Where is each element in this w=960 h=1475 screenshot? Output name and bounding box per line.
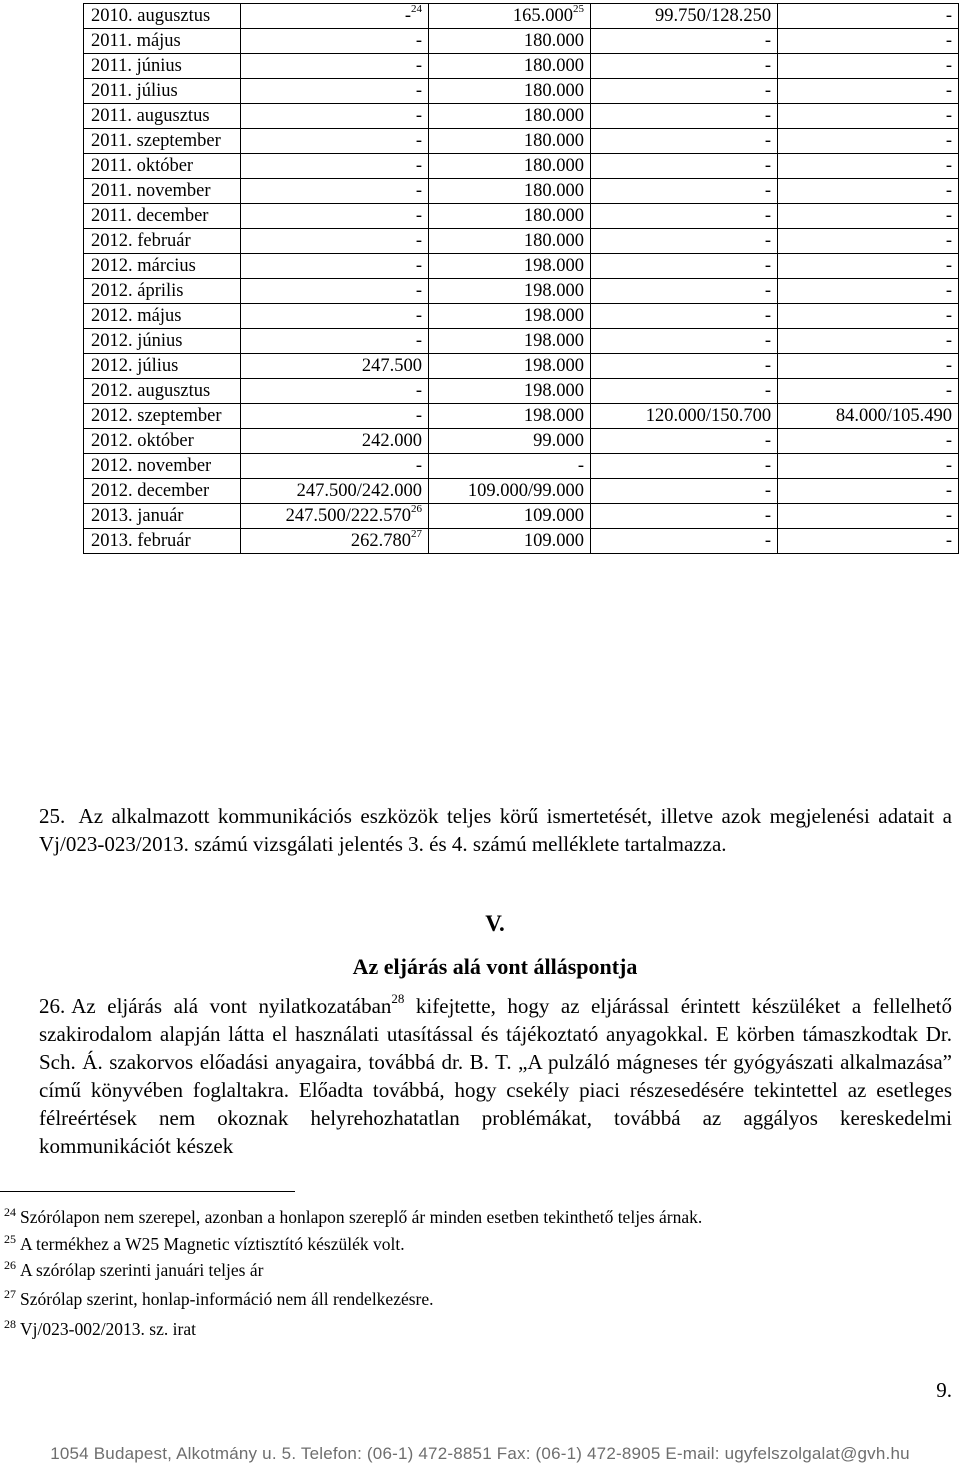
footnote-ref: 25 [573, 3, 585, 15]
value-cell [778, 154, 959, 179]
value-cell-text: - [945, 131, 952, 151]
value-cell-text: - [764, 256, 772, 276]
value-cell [778, 104, 959, 129]
value-cell [591, 54, 778, 79]
footnote-ref: 27 [411, 528, 423, 540]
paragraph-25 [39, 802, 952, 858]
period-cell-text: 2012. február [91, 231, 191, 251]
value-cell-text: - [945, 181, 952, 201]
value-cell [778, 429, 959, 454]
value-cell-text: 180.000 [523, 156, 585, 176]
value-cell [429, 54, 591, 79]
value-cell [591, 279, 778, 304]
footnote-number: 24 [4, 1205, 16, 1219]
value-cell [778, 229, 959, 254]
value-cell-text: - [415, 281, 423, 301]
value-cell-text: 109.000/99.000 [467, 481, 585, 501]
value-cell-text: - [764, 281, 772, 301]
value-cell-text: - [945, 381, 952, 401]
value-cell [241, 279, 429, 304]
value-cell-text: 180.000 [523, 31, 585, 51]
paragraph-text-after: kifejtette, hogy az eljárással érintett készüléket a fellelhető szakirodalom alapján látta el használati utasítással és tájékoztató anyagokkal. E körben támaszkodtak Dr. Sch. Á. szakorvos előadási anyagaira, továbbá dr. B. T. „A pulzáló mágneses tér gyógyászati alkalmazása” című könyvében foglaltakra. Előadta továbbá, hogy csekély piaci részesedésére tekintettel az esetleges félreértések nem okoznak helyrehozhatatlan problémákat, továbbá az aggályos kereskedelmi kommunikációt készek [39, 994, 952, 1158]
value-cell [778, 29, 959, 54]
value-cell [241, 304, 429, 329]
value-cell [778, 254, 959, 279]
table-row [84, 329, 959, 354]
page-number: 9. [936, 1378, 952, 1402]
value-cell [241, 104, 429, 129]
value-cell [591, 179, 778, 204]
period-cell [84, 429, 241, 454]
footnote-text: Szórólap szerint, honlap-információ nem áll rendelkezésre. [20, 1289, 434, 1309]
value-cell [429, 179, 591, 204]
value-cell-text: - [764, 506, 772, 526]
table-row [84, 29, 959, 54]
value-cell [778, 279, 959, 304]
value-cell [591, 479, 778, 504]
value-cell [591, 79, 778, 104]
period-cell-text: 2011. november [91, 181, 211, 201]
value-cell [429, 79, 591, 104]
section-numeral: V. [485, 911, 505, 936]
value-cell-text: 198.000 [523, 306, 585, 326]
value-cell-text: - [415, 156, 423, 176]
value-cell-text: 242.000 [361, 431, 423, 451]
value-cell-text: 109.000 [523, 506, 585, 526]
value-cell-text: - [764, 456, 772, 476]
value-cell [778, 454, 959, 479]
period-cell [84, 504, 241, 529]
value-cell [241, 79, 429, 104]
value-cell-text: - [764, 56, 772, 76]
value-cell-text: - [577, 456, 585, 476]
table-row [84, 479, 959, 504]
value-cell [778, 54, 959, 79]
value-cell-text: - [415, 181, 423, 201]
value-cell-text: 247.500/222.570 [285, 506, 412, 526]
period-cell [84, 129, 241, 154]
value-cell [591, 254, 778, 279]
value-cell-text: 198.000 [523, 356, 585, 376]
value-cell [429, 454, 591, 479]
value-cell-text: - [415, 381, 423, 401]
period-cell-text: 2011. augusztus [91, 106, 210, 126]
value-cell [429, 4, 591, 29]
value-cell [778, 179, 959, 204]
value-cell-text: - [945, 331, 952, 351]
table-row [84, 4, 959, 29]
table-row [84, 79, 959, 104]
period-cell-text: 2011. szeptember [91, 131, 221, 151]
value-cell-text: - [764, 381, 772, 401]
period-cell [84, 4, 241, 29]
table-row [84, 379, 959, 404]
value-cell-text: - [764, 31, 772, 51]
value-cell [591, 454, 778, 479]
value-cell-text: - [415, 456, 423, 476]
value-cell [591, 229, 778, 254]
value-cell [591, 204, 778, 229]
period-cell-text: 2012. november [91, 456, 212, 476]
value-cell-text: - [945, 206, 952, 226]
footnote-number: 27 [4, 1287, 16, 1301]
value-cell-text: 198.000 [523, 256, 585, 276]
period-cell-text: 2012. április [91, 281, 184, 301]
value-cell-text: 165.000 [512, 6, 574, 26]
value-cell [241, 429, 429, 454]
footnote-text: A szórólap szerinti januári teljes ár [20, 1260, 264, 1280]
period-cell [84, 529, 241, 554]
table-row [84, 279, 959, 304]
value-cell [429, 404, 591, 429]
value-cell-text: 247.500 [361, 356, 423, 376]
table-body [84, 4, 959, 554]
period-cell-text: 2011. május [91, 31, 181, 51]
footnote [4, 1254, 263, 1281]
footnote-text: Vj/023-002/2013. sz. irat [20, 1319, 196, 1339]
value-cell-text: - [945, 156, 952, 176]
value-cell-text: - [945, 106, 952, 126]
paragraph-text: Az alkalmazott kommunikációs eszközök teljes körű ismertetését, illetve azok megjelenési adatait a Vj/023-023/2013. számú vizsgálati jelentés 3. és 4. számú melléklete tartalmazza. [39, 804, 952, 856]
period-cell-text: 2012. szeptember [91, 406, 222, 426]
value-cell [778, 304, 959, 329]
value-cell [429, 104, 591, 129]
paragraph-text-before: Az eljárás alá vont nyilatkozatában [71, 994, 392, 1018]
value-cell [241, 54, 429, 79]
period-cell [84, 29, 241, 54]
value-cell [591, 29, 778, 54]
value-cell [429, 29, 591, 54]
period-cell [84, 179, 241, 204]
value-cell [591, 129, 778, 154]
footnote-text: Szórólapon nem szerepel, azonban a honlapon szereplő ár minden esetben tekinthető teljes árnak. [20, 1207, 703, 1227]
value-cell-text: - [415, 331, 423, 351]
value-cell [241, 329, 429, 354]
value-cell-text: - [764, 531, 772, 551]
value-cell [241, 404, 429, 429]
value-cell-text: 180.000 [523, 81, 585, 101]
value-cell-text: - [415, 256, 423, 276]
value-cell [241, 379, 429, 404]
value-cell [429, 479, 591, 504]
value-cell-text: 109.000 [523, 531, 585, 551]
value-cell [778, 329, 959, 354]
value-cell-text: - [945, 6, 952, 26]
value-cell [591, 429, 778, 454]
paragraph-number: 25. [39, 804, 66, 828]
value-cell-text: - [764, 106, 772, 126]
value-cell [591, 104, 778, 129]
period-cell-text: 2010. augusztus [91, 6, 211, 26]
period-cell-text: 2012. május [91, 306, 182, 326]
value-cell [429, 229, 591, 254]
value-cell-text: - [945, 506, 952, 526]
table-row [84, 454, 959, 479]
value-cell-text: 180.000 [523, 206, 585, 226]
footnote-ref: 24 [411, 3, 423, 15]
value-cell-text: - [764, 206, 772, 226]
value-cell [778, 379, 959, 404]
value-cell [241, 229, 429, 254]
value-cell [241, 504, 429, 529]
value-cell-text: 198.000 [523, 406, 585, 426]
value-cell [778, 354, 959, 379]
value-cell-text: - [945, 231, 952, 251]
period-cell [84, 304, 241, 329]
value-cell [429, 504, 591, 529]
table-row [84, 354, 959, 379]
period-cell [84, 79, 241, 104]
value-cell-text: - [415, 31, 423, 51]
value-cell [241, 29, 429, 54]
value-cell-text: 120.000/150.700 [645, 406, 772, 426]
value-cell-text: - [764, 431, 772, 451]
value-cell [591, 354, 778, 379]
period-cell-text: 2011. október [91, 156, 194, 176]
value-cell [591, 404, 778, 429]
value-cell-text: 99.750/128.250 [654, 6, 772, 26]
value-cell [429, 129, 591, 154]
contact-footer: 1054 Budapest, Alkotmány u. 5. Telefon: (06-1) 472-8851 Fax: (06-1) 472-8905 E-mail: ugyfelszolgalat@gvh.hu [50, 1444, 910, 1463]
value-cell [241, 454, 429, 479]
table-row [84, 229, 959, 254]
value-cell [778, 479, 959, 504]
period-cell [84, 379, 241, 404]
footnote [4, 1228, 405, 1255]
value-cell [591, 504, 778, 529]
period-cell-text: 2012. július [91, 356, 179, 376]
value-cell-text: - [945, 31, 952, 51]
table-row [84, 504, 959, 529]
period-cell [84, 254, 241, 279]
value-cell [778, 404, 959, 429]
table-row [84, 154, 959, 179]
value-cell [591, 304, 778, 329]
period-cell [84, 404, 241, 429]
value-cell-text: - [945, 431, 952, 451]
section-title: Az eljárás alá vont álláspontja [352, 954, 638, 979]
value-cell-text: 180.000 [523, 131, 585, 151]
value-cell [241, 479, 429, 504]
value-cell-text: - [764, 156, 772, 176]
value-cell [429, 304, 591, 329]
value-cell [591, 379, 778, 404]
value-cell-text: 180.000 [523, 181, 585, 201]
value-cell [429, 254, 591, 279]
value-cell-text: - [415, 106, 423, 126]
value-cell-text: - [764, 306, 772, 326]
value-cell [591, 154, 778, 179]
value-cell [241, 4, 429, 29]
footnote-separator [0, 1191, 295, 1192]
value-cell [591, 329, 778, 354]
paragraph-26 [39, 992, 952, 1160]
value-cell-text: - [415, 231, 423, 251]
value-cell-text: - [945, 456, 952, 476]
table-row [84, 129, 959, 154]
value-cell [778, 504, 959, 529]
footnote-ref: 26 [411, 503, 423, 515]
value-cell [241, 154, 429, 179]
value-cell [591, 4, 778, 29]
footnote [4, 1283, 434, 1310]
value-cell [241, 529, 429, 554]
value-cell-text: - [415, 206, 423, 226]
period-cell [84, 54, 241, 79]
value-cell [241, 129, 429, 154]
value-cell [778, 129, 959, 154]
period-cell [84, 204, 241, 229]
value-cell-text: - [404, 6, 412, 26]
footnote-number: 28 [4, 1317, 16, 1331]
value-cell [429, 354, 591, 379]
value-cell-text: 247.500/242.000 [296, 481, 423, 501]
table-row [84, 254, 959, 279]
period-cell-text: 2011. december [91, 206, 209, 226]
value-cell-text: - [764, 331, 772, 351]
value-cell [429, 379, 591, 404]
value-cell [591, 529, 778, 554]
table-row [84, 104, 959, 129]
value-cell-text: - [415, 81, 423, 101]
period-cell-text: 2012. június [91, 331, 183, 351]
value-cell [429, 529, 591, 554]
footnote [4, 1313, 196, 1340]
value-cell [241, 254, 429, 279]
value-cell [778, 529, 959, 554]
price-history-table [83, 3, 959, 554]
period-cell [84, 479, 241, 504]
period-cell [84, 104, 241, 129]
table-row [84, 179, 959, 204]
value-cell [429, 279, 591, 304]
paragraph-number: 26. [39, 994, 66, 1018]
period-cell-text: 2011. július [91, 81, 178, 101]
value-cell [429, 154, 591, 179]
value-cell-text: - [764, 131, 772, 151]
period-cell-text: 2012. március [91, 256, 196, 276]
value-cell-text: 198.000 [523, 381, 585, 401]
value-cell [778, 79, 959, 104]
value-cell [241, 204, 429, 229]
value-cell-text: - [945, 281, 952, 301]
value-cell-text: - [945, 306, 952, 326]
footnote-text: A termékhez a W25 Magnetic víztisztító készülék volt. [20, 1234, 405, 1254]
period-cell [84, 154, 241, 179]
value-cell-text: - [764, 481, 772, 501]
footnote-number: 26 [4, 1258, 16, 1272]
period-cell [84, 354, 241, 379]
period-cell-text: 2013. január [91, 506, 184, 526]
footnote-ref: 28 [391, 991, 405, 1006]
value-cell [778, 4, 959, 29]
value-cell-text: - [945, 81, 952, 101]
value-cell-text: - [415, 56, 423, 76]
value-cell [241, 354, 429, 379]
period-cell [84, 329, 241, 354]
value-cell [778, 204, 959, 229]
value-cell-text: - [764, 231, 772, 251]
value-cell-text: 180.000 [523, 106, 585, 126]
value-cell-text: - [415, 406, 423, 426]
table-row [84, 429, 959, 454]
period-cell [84, 229, 241, 254]
value-cell-text: - [945, 531, 952, 551]
table-row [84, 304, 959, 329]
value-cell [429, 204, 591, 229]
value-cell-text: - [945, 256, 952, 276]
table-row [84, 54, 959, 79]
value-cell-text: - [945, 356, 952, 376]
value-cell [429, 429, 591, 454]
period-cell-text: 2012. augusztus [91, 381, 211, 401]
table-row [84, 529, 959, 554]
period-cell-text: 2011. június [91, 56, 182, 76]
period-cell-text: 2012. december [91, 481, 210, 501]
value-cell-text: - [764, 356, 772, 376]
value-cell-text: 262.780 [350, 531, 412, 551]
value-cell-text: - [764, 81, 772, 101]
value-cell [241, 179, 429, 204]
value-cell-text: 99.000 [533, 431, 585, 451]
table-row [84, 404, 959, 429]
value-cell [429, 329, 591, 354]
period-cell [84, 454, 241, 479]
value-cell-text: - [945, 481, 952, 501]
value-cell-text: - [945, 56, 952, 76]
value-cell-text: 84.000/105.490 [835, 406, 952, 426]
footnote [4, 1201, 702, 1228]
value-cell-text: 198.000 [523, 281, 585, 301]
value-cell-text: 198.000 [523, 331, 585, 351]
value-cell-text: - [415, 306, 423, 326]
period-cell-text: 2013. február [91, 531, 191, 551]
table-row [84, 204, 959, 229]
period-cell [84, 279, 241, 304]
value-cell-text: 180.000 [523, 231, 585, 251]
value-cell-text: 180.000 [523, 56, 585, 76]
value-cell-text: - [415, 131, 423, 151]
footnote-number: 25 [4, 1232, 16, 1246]
value-cell-text: - [764, 181, 772, 201]
period-cell-text: 2012. október [91, 431, 194, 451]
